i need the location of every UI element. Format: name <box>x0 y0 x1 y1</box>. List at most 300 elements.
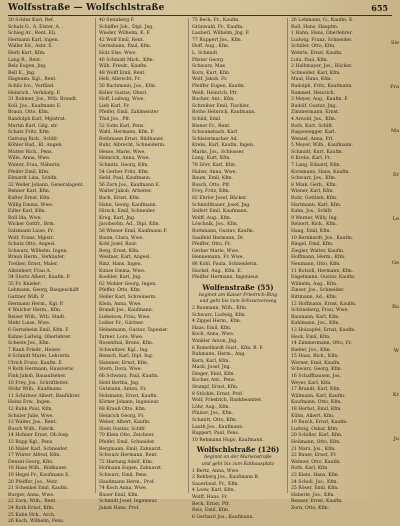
directory-entry: Weidner, Karl, Angesl. <box>99 255 151 261</box>
directory-entry: Weyer, Karl, Kfm. <box>291 380 332 386</box>
directory-entry: 22 Bauer, Ernst, Fr. <box>291 453 337 459</box>
directory-entry: Weber, Albert, Kaufm. <box>99 420 151 426</box>
directory-entry: Koll. Jos., Kaufmann E. <box>8 103 62 109</box>
directory-entry: Kohl Josef, Baur. <box>99 242 138 248</box>
directory-entry: Hammer, Ernst, Kfm. <box>99 360 149 366</box>
directory-entry: 7 Lang, Eduard, Kfm. <box>291 163 341 169</box>
directory-entry: 82 Ehrler Josef, Bäcker. <box>192 196 248 202</box>
directory-entry: Hoff. Aug., Kfm. <box>192 44 230 50</box>
directory-entry: Köhler Rud., Kl. Angeb. <box>8 143 63 149</box>
directory-entry: Holzmann, Ernst, Kaufm. <box>99 393 158 399</box>
directory-entry: Bergmann, Emil, Zahnarzt. <box>99 446 163 452</box>
directory-entry: 4 Loew, Karl, Kfm. <box>192 488 235 494</box>
directory-entry: Löschnik, Jos., Kfm. <box>192 222 239 228</box>
directory-entry: Wolff, Hans, Fr. <box>192 494 228 500</box>
directory-entry: Mehr Luise, Wwe. <box>8 321 51 327</box>
directory-entry: 16 Schaffhausen, Jos. <box>291 374 342 380</box>
directory-entry: 2 Rehberg Jos., Kaufmann B. <box>192 475 260 481</box>
margin-fragment: W <box>393 348 399 354</box>
directory-entry: Schöneberg, Frau, Wwe. <box>291 308 349 314</box>
directory-entry: Haas, Emil, Kfm. <box>192 325 232 331</box>
page-title: Wolfsstraße — Wolfschlstraße <box>8 3 165 13</box>
directory-entry: 23 Klein, Hans, Kfm. <box>291 472 340 478</box>
directory-entry: Willig Emma, Wwe. <box>8 202 54 208</box>
directory-entry: Schwarz, Ludwig, Kfm. <box>192 312 247 318</box>
directory-entry: 6 Gerhard Jos., Kaufmann. <box>192 514 254 520</box>
directory-entry: Fink Jakob, Bauaufseher. <box>8 374 67 380</box>
directory-entry: Sauerland, Fr., Kfm. <box>192 481 239 487</box>
directory-entry: Belz Eugen, Jng. <box>8 64 47 70</box>
directory-entry: Schneider, Karl, Kfm. <box>291 70 341 76</box>
directory-entry: 78 Dörr, Karl, Kfm. <box>192 163 237 169</box>
directory-entry: Hell, Albrecht, Fr. <box>99 77 141 83</box>
directory-entry: Heck, Emil, Kfm. <box>291 334 331 340</box>
directory-entry: 1 Hahn, Hans, Oberlehrer. <box>291 31 353 37</box>
street-note: und geht bis zum Rathausplatz <box>201 462 275 467</box>
margin-fragment: Ge <box>392 260 399 266</box>
column-2 <box>99 18 185 511</box>
directory-entry: Stumpf, Ernst, Kfm. <box>192 385 239 391</box>
street-note: beginnt am Kaiser Friedrich-Ring <box>198 292 278 298</box>
directory-entry: 19 Hegel Fr., Kaufmann E. <box>8 472 70 478</box>
directory-entry: Ziegler, Walter, Kaufm. <box>291 248 345 254</box>
directory-entry: Kufter Ernst, Kfm. <box>8 196 51 202</box>
column-3 <box>192 18 284 520</box>
column-divider <box>95 18 96 493</box>
directory-entry: Lang R., Rent. <box>8 57 42 63</box>
directory-entry: Schatz Fritz, Kfm. <box>8 130 51 136</box>
directory-entry: 5 Meyer, Wilh., Kaufmann. <box>291 143 353 149</box>
directory-entry: Thul Jos., Pfr. <box>99 116 131 122</box>
directory-entry: Kornmann, Hans, Kaufm. <box>291 169 350 175</box>
directory-entry: Scheele Jos., Kfm. <box>8 341 51 347</box>
directory-entry: Roll, Hans, Hauptm. <box>291 24 339 30</box>
directory-entry: 26 Lehmann, G., Kaufm. E. <box>291 18 354 23</box>
directory-entry: Renner, Ernst, Kaufm. <box>291 499 343 505</box>
directory-entry: Zimmermann, Ernst. <box>291 110 340 116</box>
directory-entry: 75 Beck, Fr., Kaufm. <box>192 18 240 23</box>
directory-entry: Randolph Karl, Mgistrat. <box>8 116 67 122</box>
street-heading: Wolfschlstraße (126) <box>196 445 280 455</box>
directory-entry: Korn, Kurt, Kfm. <box>192 70 231 76</box>
directory-entry: 31 Rohmer, Jos., Wtb. Brandt. <box>8 97 78 103</box>
directory-entry: Haußmann Herm., Prof. <box>99 479 155 485</box>
directory-entry: Pfeffer, Otto, Kfm. <box>99 288 142 294</box>
directory-entry: 17 Brandt, Karl, Kfm. <box>291 387 341 393</box>
directory-entry: Neumann, Otto, Kfm. <box>291 261 341 267</box>
directory-entry: 18 Haas Wilh., Bildhauer. <box>8 466 68 472</box>
directory-entry: Winter, Frau, Näherin. <box>8 163 61 169</box>
directory-entry: Roth, Karl, Kfm. <box>291 466 329 472</box>
directory-entry: Walter Jakob, Arbeiter. <box>99 189 153 195</box>
directory-entry: Kühn, Albert, Kfm. <box>291 413 335 419</box>
directory-entry: Pfister Georg <box>192 57 224 63</box>
directory-entry: 21 Marx, Jos., Kfm. <box>291 446 336 452</box>
directory-entry: 56 Zorn Jos., Kaufmann E. <box>99 182 161 188</box>
directory-entry: Rappenegger, Karl. <box>291 130 337 136</box>
directory-entry: Schiller, Otto, Kfm. <box>291 44 336 50</box>
directory-entry: Zorn, Otto, Kfm. <box>291 505 330 511</box>
directory-entry: Waller Ed., Asbr. E. <box>8 44 54 50</box>
directory-entry: Herb Kurt, Kfm. <box>8 50 46 56</box>
directory-entry: Bensch, Karl, Dipl. Ing. <box>99 354 154 360</box>
directory-entry: Schulz G., A. Elster, A. . <box>8 24 64 30</box>
directory-entry: Wehner, Otto, Kaufm. <box>291 459 342 465</box>
directory-entry: Zinser, Jos., Schneider. <box>291 288 345 294</box>
directory-entry: Liebenow, Frau, Wwe. <box>99 314 151 320</box>
directory-entry: 72 Hartung Adolf, Kfm. <box>99 459 154 465</box>
directory-entry: 86 Kohl, Paula, Schneiderin. <box>192 261 259 267</box>
directory-entry: 66 Schwarz, Paul, Kaufm. <box>99 374 159 380</box>
directory-entry: Rothe Heinrich, Kaufmann. <box>192 110 256 116</box>
margin-fragment: Bu <box>392 304 399 310</box>
directory-entry: Rittmann, Ad., Kfm. <box>291 294 338 300</box>
directory-entry: Haag, Emil, Kfm. <box>291 229 331 234</box>
page-header <box>8 3 392 16</box>
directory-entry: 26 Koch, Wilhelm, Pens. <box>8 519 65 525</box>
directory-entry: Hagenkn. Kgl., Rent. <box>8 77 57 83</box>
margin-fragment: Fra <box>390 84 399 90</box>
directory-entry: Schmitt, Otto, Kfm. <box>192 418 238 424</box>
directory-entry: Klein, Anna, Wwe. <box>99 301 142 307</box>
directory-entry: Schmidt Josef, Ingenieur. <box>99 499 158 505</box>
street-note: beginnt an der Marienstraße <box>204 455 272 461</box>
directory-entry: Schmidt, Kurt, Kaufm. <box>291 149 344 155</box>
directory-entry: 25 Kuhn Hch., Arch. <box>8 512 56 518</box>
directory-entry: Rohr, Gottlieb, Kfm. <box>291 196 338 202</box>
directory-entry: Tarner, Lore, Wwe. <box>99 334 144 340</box>
directory-entry: Kunze Emma, Wwe. <box>99 268 146 274</box>
directory-entry: Roll Ida, Wwe. <box>8 215 42 221</box>
directory-entry: Ruhmann, Herm., Ang. <box>192 352 246 358</box>
directory-entry: 4 Walcher Herm., Kfm. <box>8 308 62 314</box>
directory-entry: Bucher, Ant., Kfm. <box>192 97 235 103</box>
directory-entry: Saalfeld Hermann, Dr. <box>192 235 245 241</box>
directory-entry: 32 Weller Johann, Generalagent. <box>8 182 84 188</box>
directory-entry: Schwanebach, Karl <box>192 130 237 136</box>
directory-entry: 74 Koch Anna, Wwe. <box>99 486 148 492</box>
directory-entry: Lauth Jos., Kaufmann. <box>192 424 244 430</box>
directory-entry: Heller Karl, Schreinerm. <box>99 294 157 300</box>
directory-entry: Körner Johann, Ingenieur. <box>99 400 160 406</box>
directory-entry: Hahn, Georg, Kaufmann. <box>99 202 158 208</box>
directory-entry: 15 Haas, Rich., Kfm. <box>291 354 339 360</box>
directory-entry: Seifert Emil, Kaufmann. <box>192 209 249 215</box>
directory-entry: 6 Krebs, Karl, Fr. <box>291 156 332 162</box>
directory-entry: Ludwig, Franz, Schneider. <box>291 37 353 43</box>
directory-entry: 6 Rumelhardt Gust., Kfm. B. F. <box>192 345 264 351</box>
directory-entry: Hesse, Marie, Wwe. <box>99 149 146 155</box>
directory-entry: Busch Wilh., Fabrik. <box>8 426 56 432</box>
directory-entry: Hirsch, Emil, Schneider. <box>99 209 156 215</box>
directory-entry: Jacobsohn, Ad., Dipl. Kfm. <box>99 222 160 228</box>
directory-entry: Bieber, Jos., Kfm. <box>291 347 332 353</box>
directory-entry: Lutz, Paul, Kfm. <box>291 57 329 63</box>
directory-entry: Huber, Anna, Wwe. <box>192 169 237 175</box>
directory-entry: Wehrle, Ernst, Kaufm. <box>291 50 343 56</box>
directory-entry: 14 Zimmermann, Otto, Fr. <box>291 341 353 347</box>
directory-entry: Burger, Anna, Wwe. <box>8 492 55 498</box>
directory-entry: Schuler Julie, Wwe. <box>8 413 54 419</box>
directory-entry: 8 Mink, Gerh., Kfm. <box>291 182 338 188</box>
directory-entry: Pfeifer, Emil, Schneider. <box>99 440 156 445</box>
directory-entry: Lieb Karl, Fr. <box>99 103 130 109</box>
directory-entry: Gernsheim, Paul, Kfm. <box>99 44 152 50</box>
directory-entry: Gattner Wilh. P. <box>8 294 45 300</box>
directory-entry: 9 Werner, Willy, Ing. <box>291 215 339 221</box>
directory-entry: Hermann Karl, Ingen. <box>8 37 60 43</box>
directory-entry: 42 Wolf Emil, Rent. <box>99 37 145 43</box>
margin-fragment: Ju <box>393 436 399 442</box>
page-number: 655 <box>371 3 388 13</box>
directory-entry: Gutmann, Anton, Fr. <box>99 387 147 393</box>
directory-entry: Schmitz, Georg, Kfm. <box>99 163 149 169</box>
street-heading: Wolfenstraße (55) <box>202 282 274 292</box>
directory-entry: Pfeiffer Hermann, Ingenieur. <box>192 275 260 281</box>
directory-entry: 10 Frey, Jos., Schriftleiter. <box>8 380 69 386</box>
directory-entry: 25 Röser, Emil, Kfm. <box>291 486 339 492</box>
directory-entry: Heinrich Georg, Fr. <box>99 413 145 419</box>
directory-entry: Wicker Gottfr., Brm. <box>8 222 56 228</box>
directory-entry: Hermann Herm., Kgl. P. <box>8 301 64 307</box>
directory-entry: Ulrich Franz, Kaufm. E. <box>8 360 64 366</box>
directory-entry: Schwarz, Max <box>192 64 225 70</box>
directory-entry: Ruppert, Paul, Pens. <box>192 431 240 437</box>
directory-entry: 2 Halbmayer, Jos., Bäcker. <box>291 64 353 70</box>
margin-fragment: Kr <box>392 392 399 398</box>
directory-entry: Leiber Fr., Gärtner. <box>99 321 145 327</box>
directory-entry: 58 Wiener Emil, Kaufmann F. <box>99 229 168 234</box>
directory-entry: Pfeiffer, Otto, Fr. <box>192 242 232 248</box>
directory-entry: Keller Gustav, Oberl. <box>99 90 148 96</box>
directory-entry: 10 Rebmann Hugo, Kaufmann. <box>192 437 264 443</box>
street-note: und geht bis zum Schwarzenweg <box>199 299 277 305</box>
directory-entry: Gattung Rich., Schlfr. <box>8 136 59 142</box>
directory-entry: 7 Rauh Friedr., Heizer. <box>8 347 62 353</box>
directory-entry: 34 Stortz Albert, Kaufm. P. <box>8 275 71 281</box>
directory-entry: 2 Baumann, Wilh., Kfm. <box>192 305 248 311</box>
directory-entry: Braun, Otto, Kfm. <box>8 110 50 116</box>
directory-entry: Rummel, Heinrich. <box>291 90 336 96</box>
directory-entry: Bach, Ernst, Kfm. <box>99 196 141 202</box>
directory-entry: Kuhn, Jos., Schlfr. <box>291 209 333 215</box>
directory-entry: Bauer Emil, Kfm. <box>99 492 139 498</box>
directory-entry: 11 Rotzoll, Hermann, Kfm. <box>291 268 354 274</box>
directory-entry: Alleinherr, Frau A. <box>8 268 52 274</box>
directory-entry: Heinemann, Gustav, Tapezier. <box>99 327 169 333</box>
directory-entry: Rudolph, Fritz, Kaufmann. <box>291 83 353 89</box>
directory-entry: Roth, Kurt, Schlfr. <box>291 123 334 129</box>
directory-entry: Lehmann, Georg, Baugeschäft <box>8 288 79 294</box>
directory-entry: L. Schmidt <box>192 50 218 56</box>
directory-entry: Heinrich, Anna, Wwe. <box>99 156 150 162</box>
directory-entry: Winkler Anton, Jng. <box>192 338 238 344</box>
directory-entry: 30 Schlez Karl, Ref. <box>8 18 54 23</box>
directory-entry: 62 Mohler Georg, Ingen. <box>99 281 157 287</box>
directory-entry: Kuhlmann, Jos., Kfm. <box>291 321 340 327</box>
margin-fragment: Ma <box>390 128 399 134</box>
directory-entry: 12 Hoffmann, Ernst, Kaufm. <box>291 301 357 307</box>
directory-entry: Ruhr, Albrecht, Schneiderm. <box>99 143 166 149</box>
directory-entry: Willmann, Karl, Kaufm. <box>291 393 346 399</box>
directory-entry: Heinz Erw., Ingen. <box>8 400 52 406</box>
directory-entry: Rudolf, Gustav, Jng. <box>291 103 337 109</box>
directory-entry: 50 Bachmann, Jos., Kfm. <box>99 83 157 89</box>
directory-entry: 15 Rupp Kgl., Pens. <box>8 440 54 445</box>
directory-entry: 21 Schenkel Emil, Kaufm. <box>8 486 69 492</box>
directory-entry: Reiser Wilh., Wtb. Stadt. <box>8 314 66 320</box>
directory-entry: Dinger, Emil, Kfm. <box>192 371 235 377</box>
directory-entry: Schieg Ar., Rent. Eli. <box>8 31 57 37</box>
directory-entry: Hennemann, Fr. Wwe. <box>192 255 244 261</box>
directory-entry: 19 Busch, Ernst, Kaufm. <box>291 420 348 426</box>
directory-entry: Wolf, Jakob, Fr. <box>192 77 228 83</box>
directory-entry: Koch, Anna, Wwe. <box>192 332 235 338</box>
directory-entry: Mack, Josef, Jng. <box>192 365 232 371</box>
directory-entry: Schweitzer, Kgl., Ing. <box>99 347 149 353</box>
directory-entry: Koehler, Karl, Jng. <box>99 275 142 281</box>
directory-entry: Schwarz, Jos., Kfm. <box>291 176 337 182</box>
directory-entry: 13 Walter, Jos., Rent. <box>8 420 57 426</box>
directory-entry: Rothmann, Gustav, Kaufm. <box>192 229 255 234</box>
directory-entry: 4 Zippel Herm., Kfm. <box>192 319 242 325</box>
column-1 <box>8 18 92 525</box>
directory-entry: Stein Gustav, Schlfr. <box>99 426 147 432</box>
margin-fragment: Sie <box>391 40 399 46</box>
directory-entry: Wahl, Hermann, Kfm. F. <box>99 130 155 136</box>
directory-entry: 13 Holzapfel, Ernst, Kaufm. <box>291 327 356 333</box>
directory-entry: Kocher, Ant., Pens. <box>192 378 236 384</box>
directory-entry: Hackel, Aug., Kfm. E. <box>192 268 243 274</box>
directory-entry: Maul, Hans, Kfm. <box>291 77 332 83</box>
directory-entry: Brandt Jos., Kaufmann. <box>99 308 154 314</box>
directory-entry: Held Bertha, Jng. <box>99 380 140 386</box>
directory-entry: 48 Wolff Emil, Rent. <box>99 70 146 76</box>
directory-entry: Rothmann Ernst, Bildhauer. <box>99 136 164 142</box>
directory-entry: 20 Schiller, Karl, Kfm. <box>291 433 343 439</box>
directory-entry: Held, Paul, Kaufmann. <box>99 176 152 182</box>
directory-entry: Wieder, Wilhelm, K. F. <box>99 31 151 37</box>
directory-entry: Schilz Ivo., Verfänd. <box>8 83 55 89</box>
directory-entry: Treiber, Ernst, Maler. <box>8 261 59 267</box>
directory-entry: Berg, Ernst, Kfm. <box>99 248 140 254</box>
directory-entry: 40 Steinberg F. <box>99 18 135 23</box>
directory-entry: Schwarz, Wilhelm, Ingen. <box>8 248 68 254</box>
directory-entry: 17 Winter Alfred, Kfm. <box>8 453 61 459</box>
directory-entry: Schleiermacher Ad. <box>192 136 238 142</box>
directory-entry: Stern, Dora, Wwe. <box>99 367 142 373</box>
directory-entry: Busch, Otto, Pfr. <box>192 182 231 188</box>
directory-entry: Salzmann Luise, Fr. <box>8 229 55 234</box>
column-4 <box>291 18 383 511</box>
directory-entry: Grünwald, Fr., Kaufm. <box>192 24 244 30</box>
directory-entry: Wille, Anna, Wwe. <box>8 156 51 162</box>
directory-entry: Wilhelm, Aug., Kfm. <box>291 281 338 287</box>
directory-entry: Wolf, Friedrich, Bankbeamter. <box>192 398 263 404</box>
margin-fragment: Le <box>392 216 399 222</box>
directory-entry: 6 Gernsheim Emil, Kfm. F. <box>8 327 70 333</box>
directory-entry: Schutz Otto, Angesl. <box>8 242 56 248</box>
column-divider <box>188 18 189 493</box>
directory-entry: Hoffmann, Herm., Kfm. <box>291 255 346 261</box>
directory-entry: Haberle, Jos., Kfm. <box>291 492 336 498</box>
directory-entry: 52 Sohn Karl, Pens. <box>99 123 145 129</box>
directory-entry: 10 Bernhardt, Jos., Kaufm. <box>291 235 354 241</box>
directory-entry: Beck, Ernst, Pfr. <box>192 501 230 507</box>
directory-entry: Mutter Rich., Pens. <box>8 149 53 155</box>
directory-entry: Pfeifer Emil, Kfm. <box>8 169 50 175</box>
directory-entry: Pfeiffer Eugen, Kaufm. <box>192 83 246 89</box>
directory-entry: 8 Stöckle, Ernst, Prof. <box>192 391 244 397</box>
directory-entry: Schäffer Joh., Dipl. Jng. <box>99 24 154 30</box>
directory-entry: 46 Schmidt Mich., Kfm. <box>99 57 155 63</box>
directory-entry: Rosenthal, Bruno, Kfm. <box>99 341 154 347</box>
directory-entry: Hartmann, Karl, Kfm. <box>291 202 342 208</box>
directory-entry: 9 Roth Hermann, Hausverw. <box>8 367 75 373</box>
directory-entry: Krug, Karl, Jng. <box>99 215 136 221</box>
directory-entry: 24 Roth Ernst, Kfm. <box>8 505 55 511</box>
directory-entry: Schreiber Emil, Tischler. <box>192 103 250 109</box>
directory-entry: Heilmann, Otto, Kfm. <box>291 440 341 445</box>
directory-entry: Bell E., Jng. <box>8 70 36 76</box>
directory-entry: 12 Kuhn Paul, Kfm. <box>8 407 53 413</box>
directory-entry: 16 Maler Karl, Schneider. <box>8 446 68 452</box>
directory-entry: Reis, Emil, Kfm. <box>192 508 230 514</box>
directory-entry: 24 Scholl, Jos., Kfm. <box>291 479 338 485</box>
directory-entry: Löhr, Aug., Kfm. <box>192 404 230 410</box>
directory-entry: Denzel Georg, Kfm. <box>8 459 54 465</box>
column-divider <box>287 18 288 493</box>
directory-entry: 22 Zorn, Wilh., Rent. <box>8 499 57 505</box>
directory-entry: Wiener, Karl, Kfm. <box>291 189 334 195</box>
directory-entry: 68 Krauß Otto, Kfm. <box>99 407 147 413</box>
directory-entry: Ringel, Emil, Kfm. <box>291 242 334 248</box>
directory-entry: Ludwig, Oskar, Kfm. <box>291 426 339 432</box>
directory-entry: Pfeifer, Emil, Zahlmeister <box>99 110 159 116</box>
directory-entry: 11 Schirmer Albert, Bauführer. <box>8 393 81 399</box>
directory-entry: Gerber Marie, Wwe. <box>192 248 240 254</box>
directory-entry: Frey, Fritz, Kfm. <box>192 189 230 195</box>
directory-entry: Rinz, Hans, Ingen. <box>99 261 143 267</box>
directory-entry: Kahne Ludwig, Oberlehrer. <box>8 334 72 340</box>
directory-entry: Braun Herm., Verkäufer. <box>8 255 66 261</box>
directory-entry: 77 Ruppert Jos., Kfm. <box>192 37 243 43</box>
directory-entry: 20 Pfeiffer, Jos., Mstr. <box>8 479 59 485</box>
directory-entry: Pfalzer, Jos., Kfm. <box>192 411 234 417</box>
directory-entry: Schwarz, Georg, Kfm. <box>291 367 343 373</box>
directory-entry: Jakob Hans, Prof. <box>99 505 140 511</box>
directory-entry: Hoff, Ludwig, Wwe. <box>99 97 145 103</box>
directory-entry: Baum, Emil, Kfm. <box>192 176 233 182</box>
directory-entry: Lang, Kurt, Kfm. <box>192 156 231 162</box>
directory-entry: Marks, Jos., Schlosser. <box>192 149 245 155</box>
directory-entry: Schwarz, Emil, Pens. <box>99 472 148 478</box>
directory-entry: 8 Schmitt Marie, Lehrerin. <box>8 354 71 360</box>
directory-entry: Eifler Karl, Kfm. <box>8 209 46 215</box>
directory-entry: Schmidtbauer, Josef, Jng. <box>192 202 251 208</box>
directory-entry: 18 Herbst, Emil, Kfm. <box>291 407 342 413</box>
directory-entry: Stöhr Wilh., Kaufmann. <box>8 387 63 393</box>
directory-entry: Hofmann Eugen, Zahnarzt. <box>99 466 163 472</box>
directory-entry: 14 Hohner Ernst, Ob.Insp. <box>8 433 70 439</box>
directory-entry: Baumann, Karl, Kfm. <box>291 314 340 320</box>
margin-fragment: Er <box>392 172 399 178</box>
directory-entry: Wilh. Friedr., Kaufm. <box>99 64 148 70</box>
directory-entry: Heinrich., Verkäufg. F. <box>8 90 61 96</box>
directory-entry: Reinert, Rich., Kfm. <box>291 222 338 228</box>
directory-entry: 54 Gerber Fritz, Kfm. <box>99 169 150 175</box>
directory-entry: 70 Klein Otto, Zeichner. <box>99 433 155 439</box>
